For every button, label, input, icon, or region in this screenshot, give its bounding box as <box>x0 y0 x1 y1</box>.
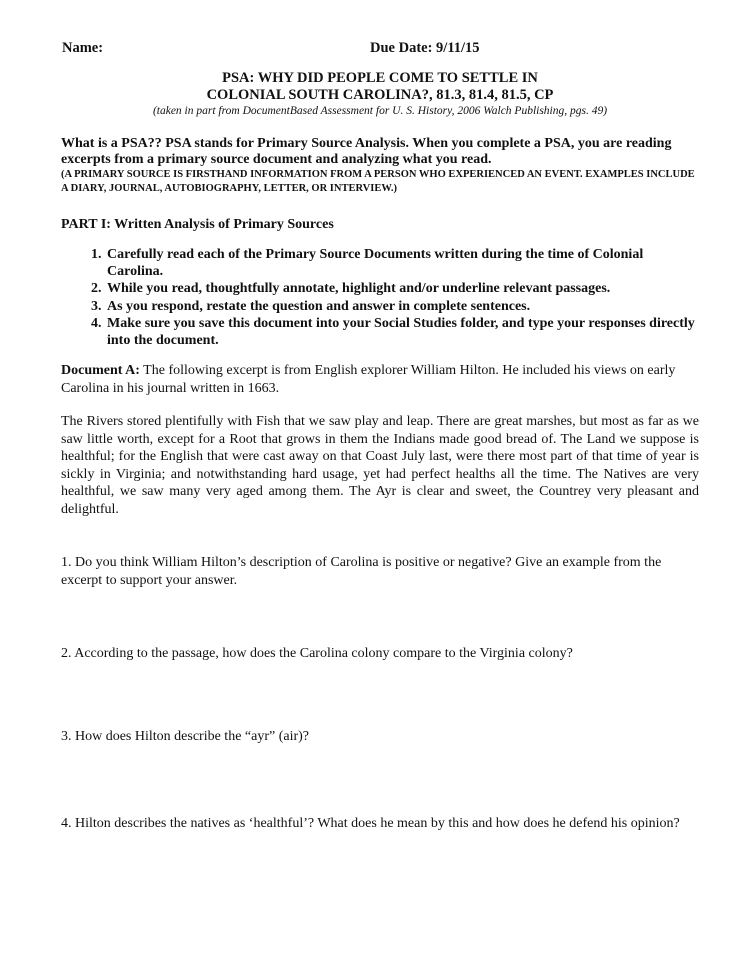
question-4: 4. Hilton describes the natives as ‘healthful’? What does he mean by this and how does he defend his opinion? <box>61 816 680 831</box>
document-a-excerpt: The Rivers stored plentifully with Fish that we saw play and leap. There are great marshes, but most as far as we saw little worth, except for a Root that grows in them the Indians made good bread of. The Land we suppose is healthful; for the English that were cast away on that Coast July last, were there most part of that time of year is sickly in Virginia; and notwithstanding hard usage, yet had perfect healths all the time. The Natives are very healthful, we saw many very aged among them. The Ayr is clear and sweet, the Countrey very pleasant and delightful. <box>61 414 699 517</box>
question-3: 3. How does Hilton describe the “ayr” (air)? <box>61 729 310 744</box>
document-a-description: The following excerpt is from English explorer William Hilton. He included his views on early Carolina in his journal written in 1663. <box>61 363 676 396</box>
header-row <box>61 40 699 60</box>
part-1-heading: PART I: Written Analysis of Primary Sources <box>61 217 334 232</box>
question-1: 1. Do you think William Hilton’s description of Carolina is positive or negative? Give an example from the excerpt to support your answer. <box>61 555 662 588</box>
instruction-item: 1. Carefully read each of the Primary Source Documents written during the time of Colonial Carolina. <box>105 246 699 280</box>
title-line-2: COLONIAL SOUTH CAROLINA?, 81.3, 81.4, 81.5, CP <box>206 87 554 103</box>
primary-source-definition: (A PRIMARY SOURCE IS FIRSTHAND INFORMATION FROM A PERSON WHO EXPERIENCED AN EVENT. EXAMPLES INCLUDE A DIARY, JOURNAL, AUTOBIOGRAPHY, LETTER, OR INTERVIEW.) <box>61 169 695 194</box>
source-citation: (taken in part from DocumentBased Assessment for U. S. History, 2006 Walch Publishing, pgs. 49) <box>152 105 608 117</box>
document-a-intro <box>61 362 699 397</box>
due-date: Due Date: 9/11/15 <box>370 40 480 56</box>
question-2: 2. According to the passage, how does the Carolina colony compare to the Virginia colony? <box>61 646 573 661</box>
name-label: Name: <box>62 40 104 56</box>
instruction-item: 3. As you respond, restate the question and answer in complete sentences. <box>105 298 699 315</box>
instruction-item: 4. Make sure you save this document into your Social Studies folder, and type your responses directly into the document. <box>105 315 699 349</box>
instructions-list <box>61 246 699 349</box>
worksheet-page <box>61 40 699 518</box>
psa-intro: What is a PSA?? PSA stands for Primary Source Analysis. When you complete a PSA, you are reading excerpts from a primary source document and analyzing what you read. <box>61 136 672 167</box>
title-line-1: PSA: WHY DID PEOPLE COME TO SETTLE IN <box>222 70 538 86</box>
instruction-item: 2. While you read, thoughtfully annotate, highlight and/or underline relevant passages. <box>105 280 699 297</box>
document-a-label: Document A: <box>61 363 140 379</box>
page-title <box>61 70 699 104</box>
